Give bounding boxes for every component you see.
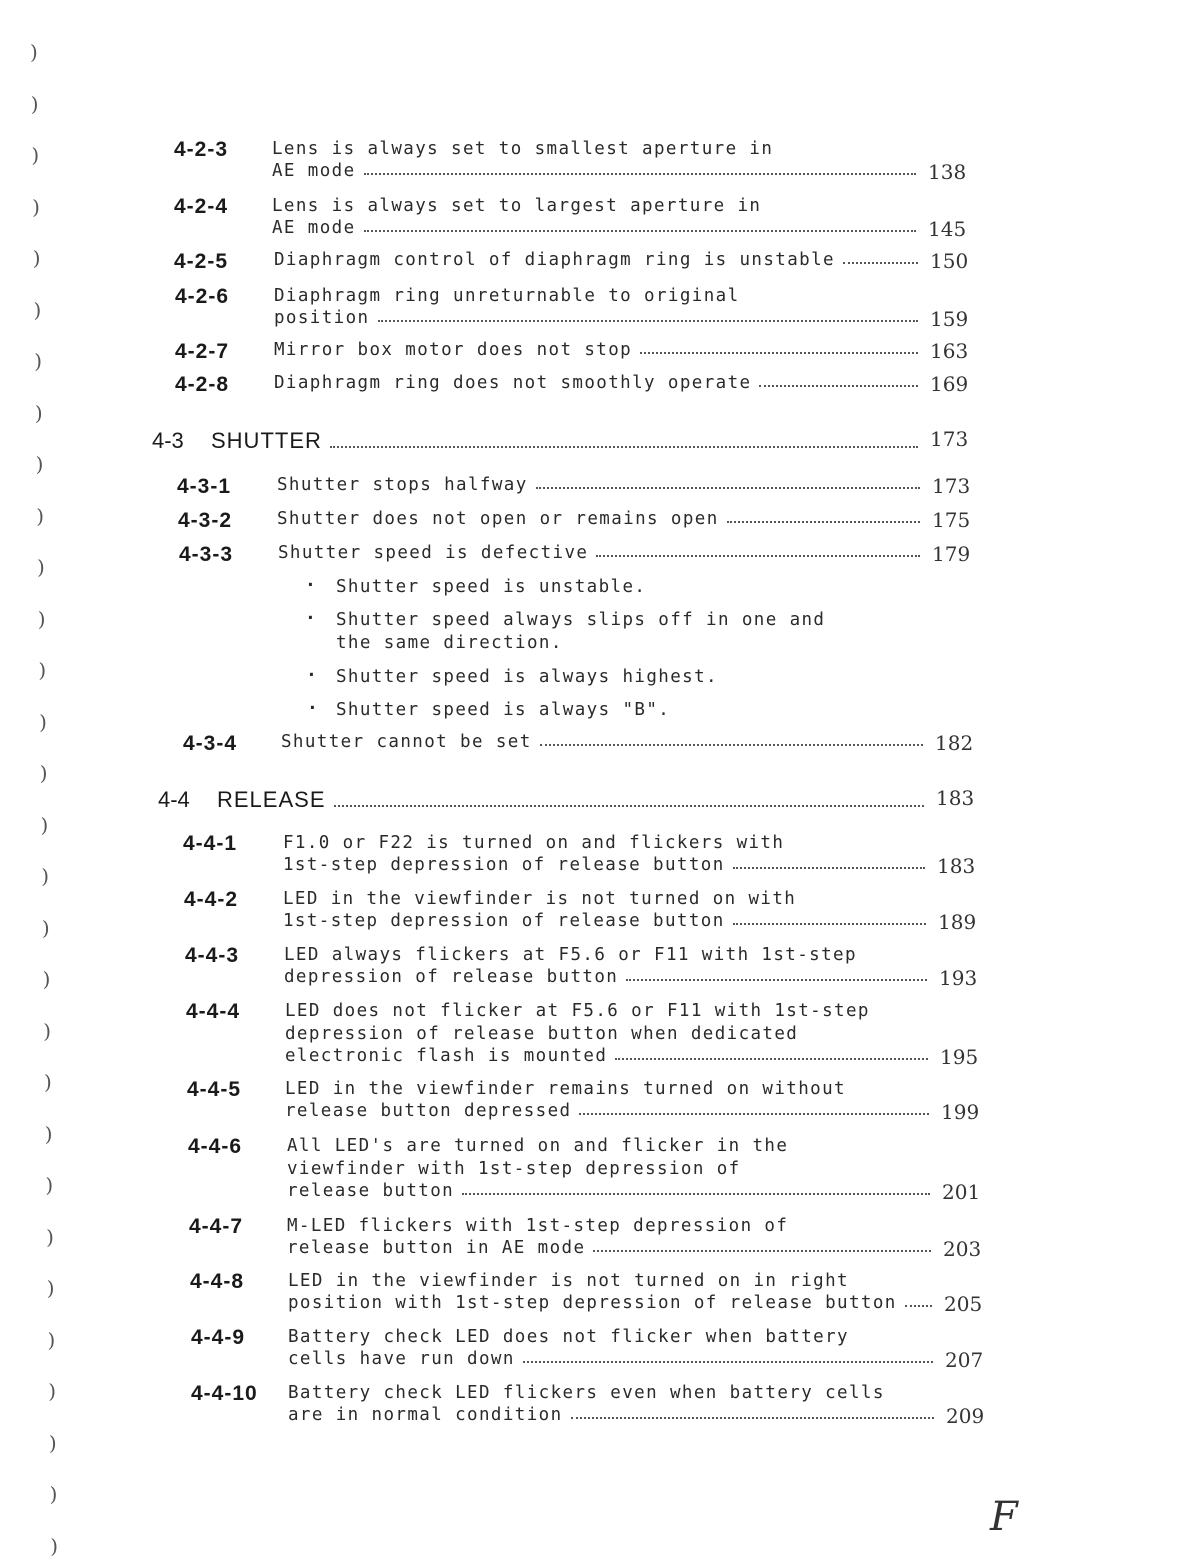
margin-handwritten-mark: F [990, 1494, 1018, 1540]
entry-number: 4-4-4 [186, 1000, 241, 1023]
bullet-icon: . [306, 660, 317, 681]
entry-number: 4-4-3 [185, 944, 240, 967]
entry-title-line: Shutter speed is always highest. [336, 667, 718, 687]
entry-title-last-line [281, 732, 931, 752]
page-number: 175 [932, 508, 971, 532]
entry-title-line: Shutter speed is defective [278, 543, 589, 563]
entry-title-last-line [283, 855, 933, 875]
dot-leader [596, 555, 920, 557]
entry-title-line: LED does not flicker at F5.6 or F11 with 1st-step [285, 1001, 870, 1021]
entry-title-last-line [277, 475, 928, 495]
page-number: 145 [928, 217, 967, 241]
page-number: 138 [928, 160, 967, 184]
entry-title-last-line [272, 161, 924, 181]
dot-leader [759, 385, 918, 387]
dot-leader [733, 867, 925, 869]
entry-number: 4-4-10 [191, 1382, 258, 1405]
section-title: SHUTTER [211, 428, 322, 453]
entry-title-line: release button in AE mode [287, 1238, 586, 1258]
entry-title-last-line [272, 218, 924, 238]
page-number: 173 [930, 427, 969, 451]
entry-title-line: position [274, 308, 370, 328]
entry-title-line: LED always flickers at F5.6 or F11 with 1st-step [284, 945, 857, 965]
entry-number: 4-4-7 [189, 1215, 244, 1238]
entry-title-line: position with 1st-step depression of release button [288, 1293, 897, 1313]
entry-number: 4-3-1 [177, 475, 232, 498]
entry-title-last-line [274, 373, 926, 393]
entry-number: 4-2-6 [175, 285, 230, 308]
dot-leader [733, 923, 926, 925]
dot-leader [727, 521, 920, 523]
entry-title-line: Mirror box motor does not stop [274, 340, 633, 360]
binder-hole-mark: ) [34, 349, 42, 373]
binder-hole-mark: ) [39, 709, 47, 734]
page-number: 179 [932, 542, 971, 566]
entry-title-line: viewfinder with 1st-step depression of [287, 1159, 741, 1179]
page-number: 182 [935, 731, 974, 755]
entry-title-line: Battery check LED flickers even when battery cells [288, 1383, 885, 1403]
entry-title-last-line [288, 1349, 941, 1369]
entry-title-line: AE mode [272, 161, 356, 181]
entry-number: 4-3-4 [183, 732, 238, 755]
entry-title-last-line [287, 1238, 939, 1258]
binder-hole-mark: ) [49, 1482, 58, 1506]
entry-number: 4-2-8 [175, 373, 230, 396]
dot-leader [626, 979, 927, 981]
entry-title-line: Diaphragm ring does not smoothly operate [274, 373, 752, 393]
entry-title-line: Shutter cannot be set [281, 732, 532, 752]
bullet-icon: . [305, 603, 316, 624]
binder-hole-mark: ) [40, 812, 49, 837]
dot-leader [571, 1417, 934, 1419]
binder-hole-mark: ) [31, 143, 40, 167]
binder-hole-mark: ) [38, 658, 47, 682]
binder-hole-mark: ) [50, 1533, 59, 1558]
entry-title-line: Shutter speed is always "B". [336, 700, 671, 720]
page-number: 169 [930, 372, 969, 396]
entry-title-line: LED in the viewfinder is not turned on with [283, 889, 797, 909]
dot-leader [593, 1250, 931, 1252]
entry-title-last-line [288, 1293, 940, 1313]
dot-leader [462, 1193, 930, 1195]
entry-title-line: Lens is always set to smallest aperture in [272, 139, 774, 159]
page-number: 201 [942, 1180, 981, 1204]
entry-title-line: cells have run down [288, 1349, 515, 1369]
dot-leader [640, 352, 918, 354]
binder-hole-mark: ) [44, 1121, 53, 1146]
dot-leader [364, 173, 916, 175]
bullet-icon: . [307, 693, 318, 714]
page-number: 205 [944, 1292, 983, 1316]
entry-title-line: depression of release button when dedicated [285, 1024, 799, 1044]
page-number: 159 [930, 307, 969, 331]
binder-hole-mark: ) [37, 606, 46, 631]
binder-hole-mark: ) [41, 864, 49, 888]
binder-hole-mark: ) [30, 91, 39, 116]
entry-title-last-line [288, 1405, 942, 1425]
entry-title-last-line [274, 308, 926, 328]
section-number: 4-4 [158, 787, 190, 812]
entry-title-line: electronic flash is mounted [285, 1046, 608, 1066]
entry-title-line: 1st-step depression of release button [283, 911, 725, 931]
entry-title-last-line [277, 509, 928, 529]
entry-title-line: All LED's are turned on and flicker in the [287, 1136, 789, 1156]
entry-number: 4-4-5 [187, 1078, 242, 1101]
entry-title-line: Diaphragm control of diaphragm ring is unstable [274, 250, 835, 270]
dot-leader [579, 1113, 929, 1115]
entry-title-last-line [278, 543, 928, 563]
entry-number: 4-2-4 [174, 195, 229, 218]
dot-leader [378, 320, 919, 322]
page-number: 189 [938, 910, 977, 934]
section-title: RELEASE [217, 787, 326, 812]
binder-hole-mark: ) [33, 297, 42, 322]
dot-leader [905, 1305, 932, 1307]
entry-title-line: LED in the viewfinder remains turned on without [285, 1079, 846, 1099]
page-number: 193 [939, 966, 978, 990]
entry-title-line: Shutter does not open or remains open [277, 509, 719, 529]
entry-title-line: Lens is always set to largest aperture in [272, 196, 762, 216]
binder-hole-mark: ) [41, 915, 50, 940]
entry-number: 4-3-2 [178, 509, 233, 532]
binder-hole-mark: ) [32, 246, 41, 270]
entry-title-line: are in normal condition [288, 1405, 563, 1425]
entry-number: 4-4-2 [184, 888, 239, 911]
binder-hole-mark: ) [39, 761, 48, 785]
bullet-icon: . [305, 570, 316, 591]
dot-leader [523, 1361, 933, 1363]
entry-title-line: Shutter stops halfway [277, 475, 528, 495]
entry-title-line: M-LED flickers with 1st-step depression of [287, 1216, 789, 1236]
entry-title-last-line [285, 1101, 937, 1121]
entry-number: 4-4-1 [183, 832, 238, 855]
dot-leader [615, 1058, 928, 1060]
page-number: 209 [946, 1404, 985, 1428]
entry-number: 4-4-8 [190, 1270, 245, 1293]
page-number: 203 [943, 1237, 982, 1261]
page-number: 183 [936, 786, 975, 810]
entry-title-line: Battery check LED does not flicker when battery [288, 1327, 849, 1347]
entry-title-last-line [274, 250, 926, 270]
entry-title-line: the same direction. [336, 633, 563, 653]
binder-hole-mark: ) [36, 503, 45, 528]
entry-title-line: Shutter speed is unstable. [336, 577, 647, 597]
dot-leader [540, 744, 923, 746]
dot-leader [536, 487, 920, 489]
entry-number: 4-3-3 [179, 543, 234, 566]
binder-hole-mark: ) [35, 452, 44, 476]
dot-leader [364, 230, 916, 232]
dot-leader [843, 262, 918, 264]
entry-title-last-line [283, 911, 934, 931]
page-number: 199 [941, 1100, 980, 1124]
binder-hole-marks [30, 40, 70, 1558]
binder-hole-mark: ) [42, 967, 51, 991]
binder-hole-mark: ) [46, 1276, 55, 1300]
entry-number: 4-4-6 [188, 1135, 243, 1158]
entry-number: 4-2-5 [174, 250, 229, 273]
entry-title-last-line [285, 1046, 936, 1066]
binder-hole-mark: ) [46, 1224, 54, 1249]
binder-hole-mark: ) [45, 1173, 54, 1197]
dot-leader [334, 805, 925, 807]
section-number: 4-3 [152, 428, 184, 453]
page-number: 207 [945, 1348, 984, 1372]
entry-title-line: 1st-step depression of release button [283, 855, 725, 875]
binder-hole-mark: ) [37, 555, 45, 579]
entry-title-last-line [287, 1181, 938, 1201]
binder-hole-mark: ) [32, 194, 40, 219]
entry-title-last-line [284, 967, 935, 987]
entry-title-last-line [211, 428, 926, 454]
entry-title-line: Shutter speed always slips off in one and [336, 610, 826, 630]
binder-hole-mark: ) [30, 40, 38, 64]
page-number: 163 [930, 339, 969, 363]
entry-title-line: release button depressed [285, 1101, 572, 1121]
entry-title-line: release button [287, 1181, 455, 1201]
entry-title-line: F1.0 or F22 is turned on and flickers with [283, 833, 785, 853]
binder-hole-mark: ) [43, 1018, 52, 1043]
entry-number: 4-2-7 [175, 340, 230, 363]
entry-number: 4-2-3 [174, 138, 229, 161]
entry-title-last-line [217, 787, 932, 813]
entry-title-line: depression of release button [284, 967, 619, 987]
entry-title-line: LED in the viewfinder is not turned on in right [288, 1271, 849, 1291]
binder-hole-mark: ) [44, 1070, 52, 1094]
binder-hole-mark: ) [48, 1430, 57, 1455]
binder-hole-mark: ) [47, 1327, 56, 1352]
page-number: 183 [937, 854, 976, 878]
page-number: 195 [940, 1045, 979, 1069]
page-number: 150 [930, 249, 969, 273]
entry-title-last-line [274, 340, 926, 360]
page-number: 173 [932, 474, 971, 498]
binder-hole-mark: ) [34, 400, 43, 425]
entry-title-line: Diaphragm ring unreturnable to original [274, 286, 740, 306]
binder-hole-mark: ) [48, 1379, 56, 1403]
entry-number: 4-4-9 [191, 1326, 246, 1349]
dot-leader [330, 446, 918, 448]
entry-title-line: AE mode [272, 218, 356, 238]
